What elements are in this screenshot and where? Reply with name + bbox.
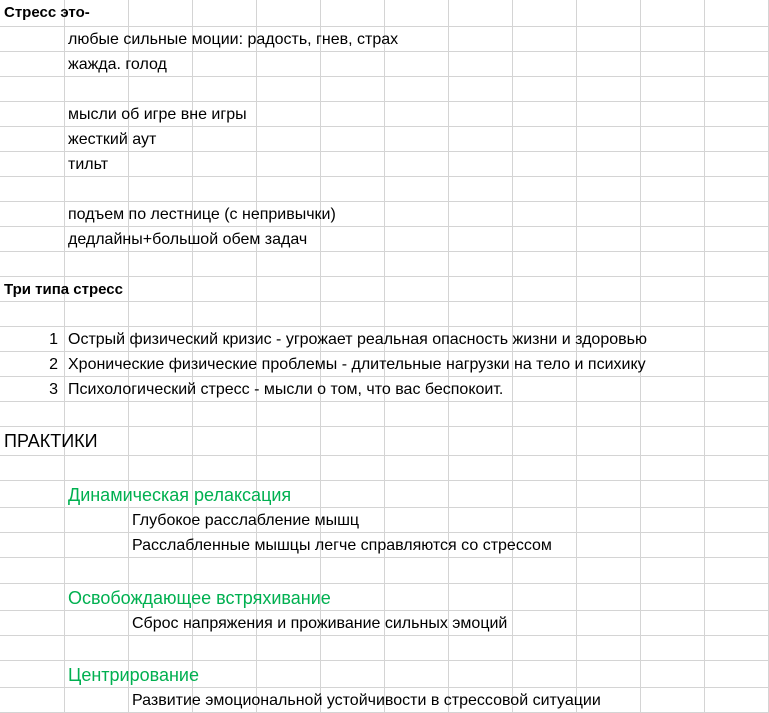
practices-title[interactable]: ПРАКТИКИ [4,431,98,451]
practice-heading[interactable]: Динамическая релаксация [68,485,292,505]
stress-title[interactable]: Стресс это- [4,4,90,21]
stress-item[interactable]: любые сильные моции: радость, гнев, страх [68,31,399,48]
practice-detail[interactable]: Расслабленные мышцы легче справляются со стрессом [132,537,552,554]
type-text[interactable]: Хронические физические проблемы - длительные нагрузки на тело и психику [68,356,646,373]
stress-item[interactable]: тильт [68,156,109,173]
practice-heading[interactable]: Освобождающее встряхивание [68,588,331,608]
type-number[interactable]: 2 [49,356,58,373]
stress-item[interactable]: жажда. голод [68,56,167,73]
practice-detail[interactable]: Сброс напряжения и проживание сильных эмоций [132,615,508,632]
practice-heading[interactable]: Центрирование [68,665,199,685]
type-text[interactable]: Психологический стресс - мысли о том, что вас беспокоит. [68,381,504,398]
stress-item[interactable]: дедлайны+большой обем задач [68,231,308,248]
type-text[interactable]: Острый физический кризис - угрожает реальная опасность жизни и здоровью [68,331,647,348]
type-number[interactable]: 1 [49,331,58,348]
stress-item[interactable]: жесткий аут [68,131,157,148]
stress-item[interactable]: мысли об игре вне игры [68,106,247,123]
practice-detail[interactable]: Глубокое расслабление мышц [132,512,360,529]
stress-item[interactable]: подъем по лестнице (с непривычки) [68,206,336,223]
type-number[interactable]: 3 [49,381,58,398]
practice-detail[interactable]: Развитие эмоциональной устойчивости в стрессовой ситуации [132,692,601,709]
types-title[interactable]: Три типа стресс [4,281,123,298]
